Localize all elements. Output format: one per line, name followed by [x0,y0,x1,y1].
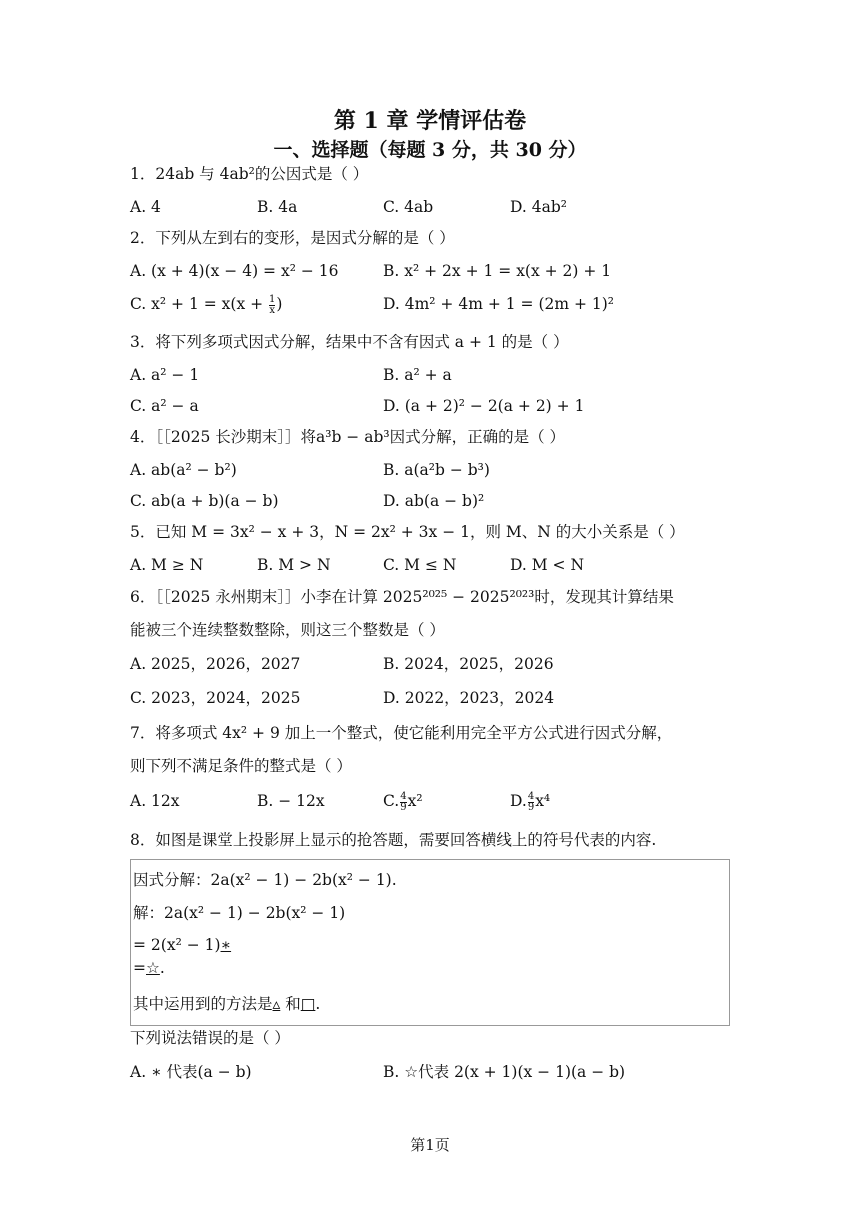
question-6-stem-line2: 能被三个连续整数整除，则这三个整数是（ ） [130,621,445,639]
option-c-prefix: C. [383,792,400,810]
fraction-denominator: x [269,304,276,316]
question-5-option-d: D. M < N [510,556,585,574]
option-c-suffix: x² [407,792,423,810]
page-number: 第1页 [410,1136,450,1154]
question-3-option-a: A. a² − 1 [130,366,200,384]
box-line-5-suffix: . [315,995,321,1013]
question-1-option-d: D. 4ab² [510,198,567,216]
question-6-option-a: A. 2025，2026，2027 [130,655,301,673]
fraction-numerator: 1 [269,293,276,305]
star-blank: ☆ [146,959,160,977]
question-3-option-b: B. a² + a [383,366,452,384]
question-7-option-c [383,791,423,813]
question-7-stem-line2: 则下列不满足条件的整式是（ ） [130,757,352,775]
fraction [400,792,406,813]
question-1-option-c: C. 4ab [383,198,434,216]
box-line-4-suffix: . [159,959,165,977]
question-6-option-b: B. 2024，2025，2026 [383,655,554,673]
question-1-option-b: B. 4a [257,198,298,216]
question-7-stem-line1: 7．将多项式 4x² + 9 加上一个整式，使它能利用完全平方公式进行因式分解， [130,724,673,742]
box-line-4 [133,958,165,978]
question-2-stem: 2．下列从左到右的变形，是因式分解的是（ ） [130,229,455,247]
question-5-option-b: B. M > N [257,556,331,574]
question-3-option-d: D. (a + 2)² − 2(a + 2) + 1 [383,397,585,415]
question-5-stem: 5．已知 M = 3x² − x + 3，N = 2x² + 3x − 1，则 M、N 的大小关系是（ ） [130,523,685,541]
fraction [528,792,534,813]
question-1-option-a: A. 4 [130,198,161,216]
box-line-5-mid: 和 [280,995,301,1013]
box-line-1: 因式分解：2a(x² − 1) − 2b(x² − 1). [133,871,397,889]
question-8-followup: 下列说法错误的是（ ） [130,1029,290,1047]
fraction-numerator: 4 [400,790,407,802]
fraction-denominator: 9 [527,801,535,813]
question-2-option-c [130,294,282,316]
question-1-stem: 1．24ab 与 4ab²的公因式是（ ） [130,165,369,183]
question-4-option-c: C. ab(a + b)(a − b) [130,492,279,510]
box-line-5 [133,994,320,1014]
question-3-option-c: C. a² − a [130,397,199,415]
box-line-3 [133,935,231,955]
question-6-option-c: C. 2023，2024，2025 [130,689,301,707]
question-6-stem-line1: 6．［［2025 永州期末］］小李在计算 2025²⁰²⁵ − 2025²⁰²³时，发现其计算结果 [130,588,674,606]
question-8-option-a: A. ∗ 代表(a − b) [130,1063,252,1081]
question-4-option-d: D. ab(a − b)² [383,492,485,510]
question-8-option-b: B. ☆代表 2(x + 1)(x − 1)(a − b) [383,1063,626,1081]
question-8-stem: 8．如图是课堂上投影屏上显示的抢答题，需要回答横线上的符号代表的内容. [130,831,657,849]
question-2-option-b: B. x² + 2x + 1 = x(x + 2) + 1 [383,262,612,280]
question-4-option-b: B. a(a²b − b³) [383,461,490,479]
box-line-5-prefix: 其中运用到的方法是 [133,995,273,1013]
question-2-option-a: A. (x + 4)(x − 4) = x² − 16 [130,262,339,280]
option-c-prefix: C. x² + 1 = x(x + [130,295,269,313]
box-line-4-prefix: = [133,959,146,977]
question-2-option-d: D. 4m² + 4m + 1 = (2m + 1)² [383,295,615,313]
box-line-3-prefix: = 2(x² − 1) [133,936,221,954]
question-7-option-a: A. 12x [130,792,180,810]
asterisk-blank: ∗ [220,936,232,954]
question-7-option-b: B. − 12x [257,792,325,810]
section-heading: 一、选择题（每题 3 分，共 30 分） [273,139,587,161]
question-3-stem: 3．将下列多项式因式分解，结果中不含有因式 a + 1 的是（ ） [130,333,569,351]
question-5-option-c: C. M ≤ N [383,556,457,574]
page-title: 第 1 章 学情评估卷 [333,108,527,134]
fraction-numerator: 4 [527,790,535,802]
option-c-suffix: ) [276,295,283,313]
question-6-option-d: D. 2022，2023，2024 [383,689,555,707]
fraction [269,295,275,316]
question-7-option-d [510,791,550,813]
question-5-option-a: A. M ≥ N [130,556,204,574]
box-line-2: 解：2a(x² − 1) − 2b(x² − 1) [133,904,346,922]
square-blank: □ [300,995,316,1013]
option-d-suffix: x⁴ [535,792,551,810]
option-d-prefix: D. [510,792,527,810]
fraction-denominator: 9 [400,801,407,813]
question-4-stem: 4．［［2025 长沙期末］］将a³b − ab³因式分解，正确的是（ ） [130,428,566,446]
question-4-option-a: A. ab(a² − b²) [130,461,237,479]
triangle-blank: ▵ [272,995,281,1013]
